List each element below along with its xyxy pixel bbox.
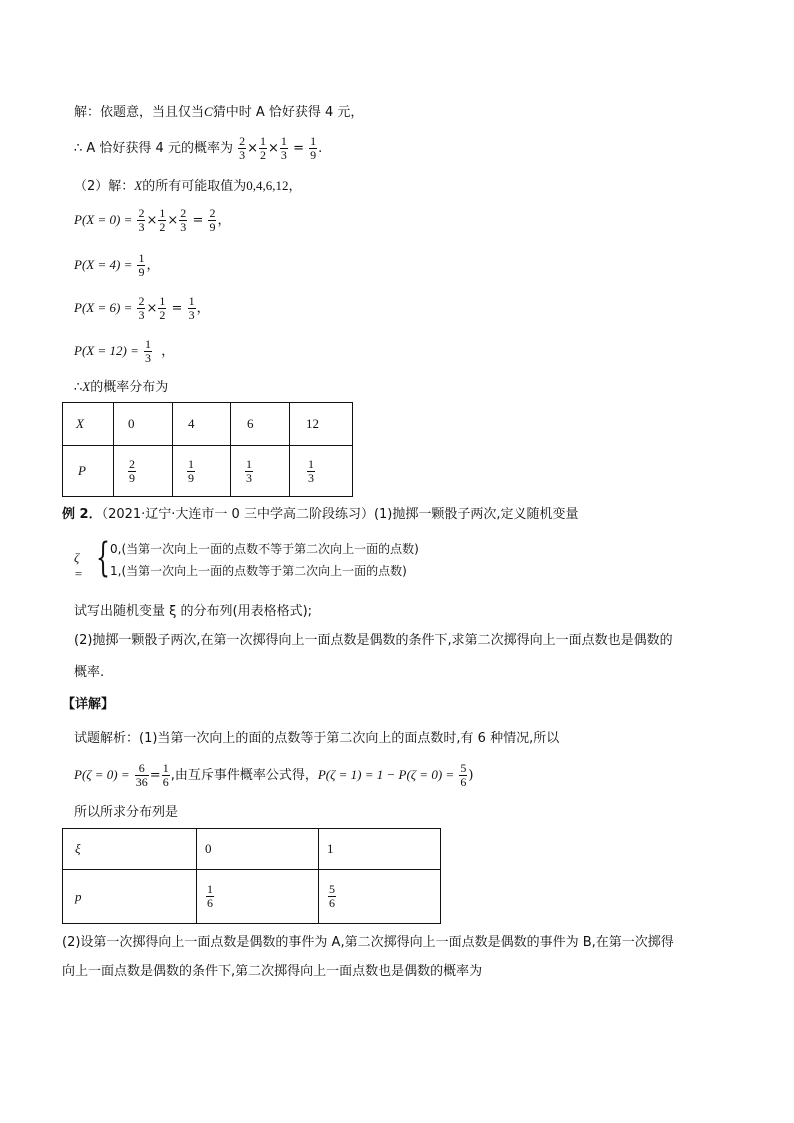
example-2-title [62, 505, 579, 525]
question-2-line-1 [74, 631, 673, 651]
times: × [167, 213, 179, 228]
lhs: P(X = 0) = [74, 212, 133, 227]
text: 的所有可能取值为 [142, 179, 247, 194]
times: × [247, 141, 259, 156]
equals: = [149, 768, 161, 783]
text: 的概率分布为 [90, 380, 169, 395]
values: 0,4,6,12 [246, 178, 289, 193]
lhs: P(X = 6) = [74, 300, 133, 315]
table-cell: X [63, 403, 114, 446]
detail-heading [62, 695, 114, 715]
fraction: $\frac{1}{3}$ [144, 337, 151, 365]
prob-x-12 [74, 336, 174, 367]
table-cell: ξ [63, 829, 197, 870]
text: 所以所求分布列是 [74, 805, 179, 820]
distribution-table-xi [62, 828, 441, 924]
left-brace-icon: { [96, 535, 110, 581]
text: ,由互斥事件概率公式得， [170, 768, 318, 783]
table-cell: $\frac{2}{9}$ [114, 446, 173, 497]
lhs: P(X = 12) = [74, 343, 139, 358]
table-cell: 12 [290, 403, 353, 446]
text: ， [288, 179, 302, 194]
times: × [146, 301, 158, 316]
prob-x-6 [74, 293, 210, 324]
period: . [318, 141, 323, 156]
close-paren: ) [468, 768, 474, 783]
example-label: 例 2． [62, 507, 102, 522]
table-cell: 4 [173, 403, 231, 446]
question-1 [74, 602, 312, 622]
detail-line-2 [74, 760, 473, 791]
zeta-lhs: ζ = [74, 550, 83, 581]
distribution-label [74, 803, 178, 823]
var-x: X [134, 178, 143, 193]
part-2-line-1 [62, 933, 674, 953]
comma: ， [196, 301, 210, 316]
solution-line-2 [74, 134, 322, 164]
case-1: 0,(当第一次向上一面的点数不等于第二次向上一面的点数) [110, 542, 419, 556]
table-cell: 0 [197, 829, 319, 870]
fraction: $\frac{1}{9}$ [138, 251, 145, 279]
fraction: $\frac{1}{2}$ [260, 134, 267, 162]
fraction: $\frac{1}{3}$ [188, 294, 195, 322]
fraction: $\frac{2}{9}$ [209, 206, 216, 234]
table-cell: 0 [114, 403, 173, 446]
prob-x-4 [74, 250, 160, 281]
times: × [146, 213, 158, 228]
times: × [268, 141, 279, 156]
table-cell: 1 [319, 829, 441, 870]
var-x: X [82, 379, 91, 394]
text: （2）解： [74, 179, 135, 194]
text: (2)抛掷一颗骰子两次,在第一次掷得向上一面点数是偶数的条件下,求第二次掷得向上一面点数也是偶数的 [74, 633, 673, 648]
therefore: ∴ [74, 380, 83, 395]
table-cell: $\frac{1}{9}$ [173, 446, 231, 497]
fraction: $\frac{1}{3}$ [280, 134, 287, 162]
comma: ， [161, 344, 175, 359]
text: (2)设第一次掷得向上一面点数是偶数的事件为 A,第二次掷得向上一面点数是偶数的事件为 B,在第一次掷得 [62, 935, 674, 950]
case-2: 1,(当第一次向上一面的点数等于第二次向上一面的点数) [110, 564, 407, 578]
prob-x-0 [74, 205, 231, 236]
fraction: $\frac{1}{2}$ [159, 206, 166, 234]
text: 概率. [74, 665, 105, 680]
table-cell: 6 [231, 403, 290, 446]
fraction: $\frac{5}{6}$ [460, 761, 467, 789]
equals: = [192, 213, 204, 228]
fraction: $\frac{6}{36}$ [135, 761, 148, 789]
equals: = [171, 301, 183, 316]
text: ∴ A 恰好获得 4 元的概率为 [74, 141, 233, 156]
fraction: $\frac{1}{9}$ [310, 134, 317, 162]
table-cell: P [63, 446, 114, 497]
table-cell: $\frac{1}{3}$ [231, 446, 290, 497]
text: 试题解析：(1)当第一次向上的面的点数等于第二次向上的面点数时,有 6 种情况,所以 [74, 731, 560, 746]
equals: = [293, 141, 304, 156]
var-c: C [204, 104, 213, 119]
table-cell: p [63, 870, 197, 924]
lhs: P(X = 4) = [74, 257, 133, 272]
distribution-intro [74, 377, 168, 398]
text: 【详解】 [62, 697, 115, 712]
question-2-line-2 [74, 663, 104, 683]
solution-line-1 [74, 102, 363, 123]
fraction: $\frac{2}{3}$ [138, 294, 145, 322]
fraction: $\frac{1}{2}$ [159, 294, 166, 322]
rhs: P(ζ = 1) = 1 − P(ζ = 0) = [317, 767, 455, 782]
part-2-line-2 [62, 962, 482, 982]
text: 解：依题意，当且仅当 [74, 105, 205, 120]
text: 试写出随机变量 ξ 的分布列(用表格格式); [74, 604, 313, 619]
table-cell: $\frac{1}{3}$ [290, 446, 353, 497]
example-source: （2021·辽宁·大连市一 0 三中学高二阶段练习）(1)抛掷一颗骰子两次,定义随机变量 [101, 507, 579, 522]
comma: ， [217, 213, 231, 228]
fraction: $\frac{2}{3}$ [180, 206, 187, 234]
fraction: $\frac{2}{3}$ [239, 134, 246, 162]
text: 向上一面点数是偶数的条件下,第二次掷得向上一面点数也是偶数的概率为 [62, 964, 483, 979]
solution-line-3 [74, 176, 302, 197]
comma: ， [146, 258, 160, 273]
distribution-table-x [62, 402, 353, 497]
table-cell: $\frac{1}{6}$ [197, 870, 319, 924]
lhs: P(ζ = 0) = [74, 767, 130, 782]
detail-line-1 [74, 729, 559, 749]
table-cell: $\frac{5}{6}$ [319, 870, 441, 924]
text: 猜中时 A 恰好获得 4 元， [212, 105, 364, 120]
fraction: $\frac{2}{3}$ [138, 206, 145, 234]
fraction: $\frac{1}{6}$ [162, 761, 169, 789]
